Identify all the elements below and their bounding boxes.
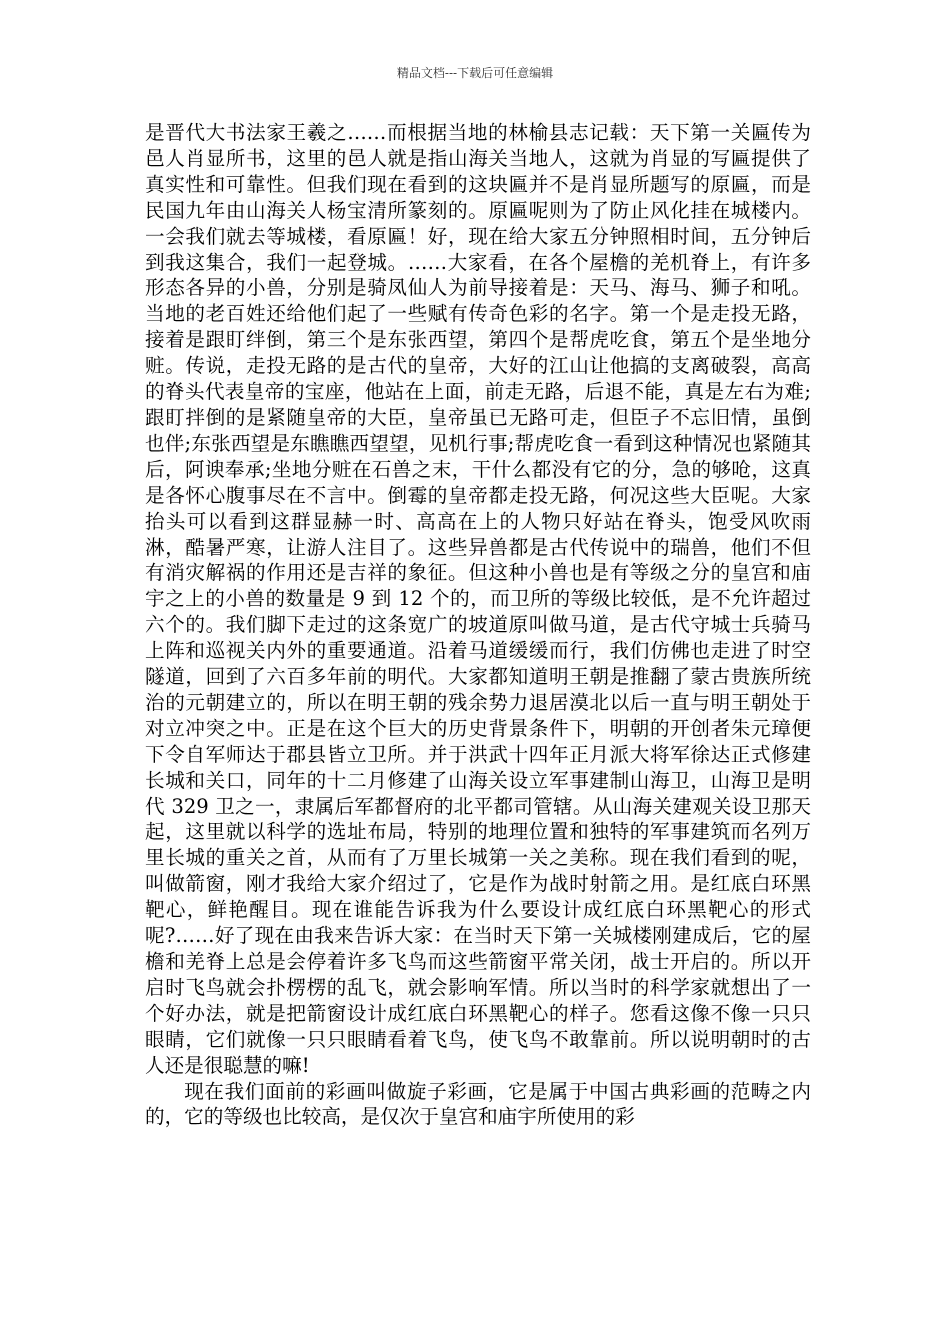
page-header: 精品文档---下载后可任意编辑 (396, 66, 554, 80)
paragraph-1: 是晋代大书法家王羲之……而根据当地的林榆县志记载：天下第一关匾传为邑人肖显所书，这里的邑人就是指山海关当地人，这就为肖显的写匾提供了真实性和可靠性。但我们现在看到的这块匾并不是肖显所题写的原匾，而是民国九年由山海关人杨宝清所篆刻的。原匾呢则为了防止风化挂在城楼内。一会我们就去等城楼，看原匾！好，现在给大家五分钟照相时间，五分钟后到我这集合，我们一起登城。……大家看，在各个屋檐的羌机脊上，有许多形态各异的小兽，分别是骑凤仙人为前导接着是：天马、海马、狮子和吼。当地的老百姓还给他们起了一些赋有传奇色彩的名字。第一个是走投无路，接着是跟盯绊倒，第三个是东张西望，第四个是帮虎吃食，第五个是坐地分赃。传说，走投无路的是古代的皇帝，大好的江山让他搞的支离破裂，高高的脊头代表皇帝的宝座，他站在上面，前走无路，后退不能，真是左右为难;跟盯拌倒的是紧随皇帝的大臣，皇帝虽已无路可走，但臣子不忘旧情，虽倒也伴;东张西望是东瞧瞧西望望，见机行事;帮虎吃食一看到这种情况也紧随其后，阿谀奉承;坐地分赃在石兽之末，干什么都没有它的分，急的够呛，这真是各怀心腹事尽在不言中。倒霉的皇帝都走投无路，何况这些大臣呢。大家抬头可以看到这群显赫一时、高高在上的人物只好站在脊头，饱受风吹雨淋，酷暑严寒，让游人注目了。这些异兽都是古代传说中的瑞兽，他们不但有消灾解祸的作用还是吉祥的象征。但这种小兽也是有等级之分的皇宫和庙宇之上的小兽的数量是 9 到 12 个的，而卫所的等级比较低，是不允许超过六个的。我们脚下走过的这条宽广的坡道原叫做马道，是古代守城士兵骑马上阵和巡视关内外的重要通道。沿着马道缓缓而行，我们仿佛也走进了时空隧道，回到了六百多年前的明代。大家都知道明王朝是推翻了蒙古贵族所统治的元朝建立的，所以在明王朝的残余势力退居漠北以后一直与明王朝处于对立冲突之中。正是在这个巨大的历史背景条件下，明朝的开创者朱元璋便下令自军师达于郡县皆立卫所。并于洪武十四年正月派大将军徐达正式修建长城和关口，同年的十二月修建了山海关设立军事建制山海卫，山海卫是明代 329 卫之一，隶属后军都督府的北平都司管辖。从山海关建观关设卫那天起，这里就以科学的选址布局，特别的地理位置和独特的军事建筑而名列万里长城的重关之首，从而有了万里长城第一关之美称。现在我们看到的呢，叫做箭窗，刚才我给大家介绍过了，它是作为战时射箭之用。是红底白环黑靶心，鲜艳醒目。现在谁能告诉我为什么要设计成红底白环黑靶心的形式呢?……好了现在由我来告诉大家：在当时天下第一关城楼刚建成后，它的屋檐和羌脊上总是会停着许多飞鸟而这些箭窗平常关闭，战士开启的。所以开启时飞鸟就会扑楞楞的乱飞，就会影响军情。所以当时的科学家就想出了一个好办法，就是把箭窗设计成红底白环黑靶心的样子。您看这像不像一只只眼睛，它们就像一只只眼睛看着飞鸟，使飞鸟不敢靠前。所以说明朝时的古人还是很聪慧的嘛! (145, 121, 811, 1077)
document-body (145, 120, 811, 1130)
paragraph-2: 现在我们面前的彩画叫做旋子彩画，它是属于中国古典彩画的范畴之内的，它的等级也比较高，是仅次于皇宫和庙宇所使用的彩 (145, 1079, 811, 1129)
